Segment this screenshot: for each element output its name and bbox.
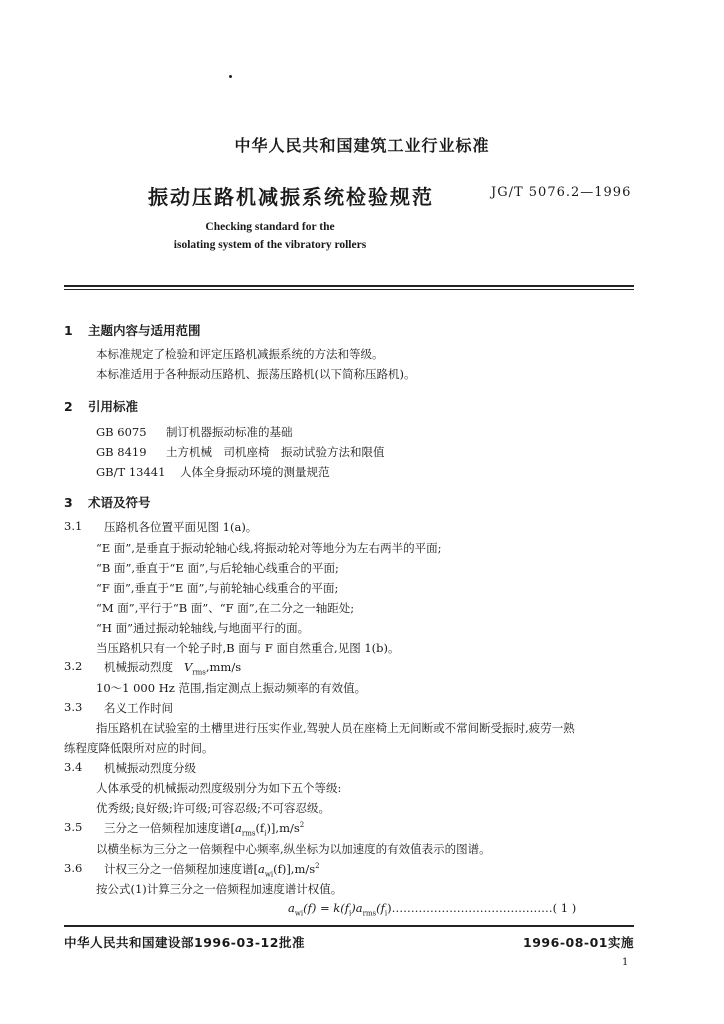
page-number: 1 (622, 957, 629, 968)
clause-3-1-line: 当压路机只有一个轮子时,B 面与 F 面自然重合,见图 1(b)。 (96, 641, 400, 655)
clause-3-4-title: 机械振动烈度分级 (104, 761, 196, 775)
clause-3-4-line: 优秀级;良好级;许可级;可容忍级;不可容忍级。 (96, 801, 330, 815)
clause-3-1-line: “E 面”,是垂直于振动轮轴心线,将振动轮对等地分为左右两半的平面; (96, 541, 442, 555)
clause-3-6-line: 按公式(1)计算三分之一倍频程加速度谱计权值。 (96, 882, 343, 896)
clause-3-6-title: 计权三分之一倍频程加速度谱$[a_{wi}(f)],m/s^2$ (104, 862, 320, 879)
effective-date: 1996-08-01实施 (523, 935, 634, 950)
section-2-heading: 2 引用标准 (64, 399, 139, 414)
clause-3-5-title: 三分之一倍频程加速度谱$[a_{rms}(f_i)],m/s^2$ (104, 821, 305, 838)
formula-1: $a_{wi}(f)$ = $k(f_i)a_{rms}(f_i)\dots\dots\dots\dots\dots\dots\dots\dots\dots\dots\dots\dots\dots\dots$( 1 ) (288, 901, 577, 918)
clause-3-1-line: “B 面”,垂直于“E 面”,与后轮轴心线重合的平面; (96, 561, 339, 575)
clause-3-4-number: 3.4 (64, 760, 83, 774)
reference-item: GB 6075 制订机器振动标准的基础 (96, 425, 293, 439)
english-title-line2: isolating system of the vibratory rollers (173, 239, 367, 251)
reference-item: GB/T 13441 人体全身振动环境的测量规范 (96, 465, 330, 479)
clause-3-5-number: 3.5 (64, 820, 83, 834)
clause-3-1-line: “H 面”通过振动轮轴线,与地面平行的面。 (96, 621, 310, 635)
reference-item: GB 8419 土方机械 司机座椅 振动试验方法和限值 (96, 445, 385, 459)
formula-leader-dots: …………………………………… (391, 901, 553, 915)
header-rule-thin (64, 289, 634, 290)
document-title: 振动压路机减振系统检验规范 (148, 185, 434, 209)
standard-code: JG/T 5076.2—1996 (491, 185, 632, 200)
footer-rule (64, 925, 634, 927)
clause-3-6-number: 3.6 (64, 861, 83, 875)
section-3-heading: 3 术语及符号 (64, 495, 151, 510)
standard-category: 中华人民共和国建筑工业行业标准 (234, 136, 490, 155)
approval-statement: 中华人民共和国建设部1996-03-12批准 (64, 935, 305, 950)
clause-3-3-line: 练程度降低限所对应的时间。 (64, 741, 214, 755)
clause-3-1-line: “F 面”,垂直于“E 面”,与前轮轴心线重合的平面; (96, 581, 339, 595)
formula-number: ( 1 ) (552, 901, 577, 915)
clause-3-3-title: 名义工作时间 (104, 701, 173, 715)
section-1-paragraph-1: 本标准规定了检验和评定压路机减振系统的方法和等级。 (96, 347, 384, 361)
clause-3-4-line: 人体承受的机械振动烈度级别分为如下五个等级: (96, 781, 342, 795)
speck-mark (229, 75, 232, 78)
section-1-heading: 1 主题内容与适用范围 (64, 323, 201, 338)
clause-3-5-line: 以横坐标为三分之一倍频程中心频率,纵坐标为以加速度的有效值表示的图谱。 (96, 842, 491, 856)
section-1-paragraph-2: 本标准适用于各种振动压路机、振荡压路机(以下简称压路机)。 (96, 367, 416, 381)
header-rule (64, 285, 634, 287)
clause-3-3-number: 3.3 (64, 700, 83, 714)
clause-3-2-line: 10～1 000 Hz 范围,指定测点上振动频率的有效值。 (96, 681, 367, 695)
clause-3-2-number: 3.2 (64, 659, 83, 673)
clause-3-1-line: “M 面”,平行于“B 面”、“F 面”,在二分之一轴距处; (96, 601, 355, 615)
clause-3-1-title: 压路机各位置平面见图 1(a)。 (104, 520, 258, 534)
clause-3-3-line: 指压路机在试验室的土槽里进行压实作业,驾驶人员在座椅上无间断或不常间断受振时,疲劳一熟 (96, 721, 575, 735)
clause-3-1-number: 3.1 (64, 519, 83, 533)
clause-3-2-title: 机械振动烈度 $V_{rms},mm/s$ (104, 660, 242, 677)
english-title-line1: Checking standard for the (205, 221, 335, 233)
